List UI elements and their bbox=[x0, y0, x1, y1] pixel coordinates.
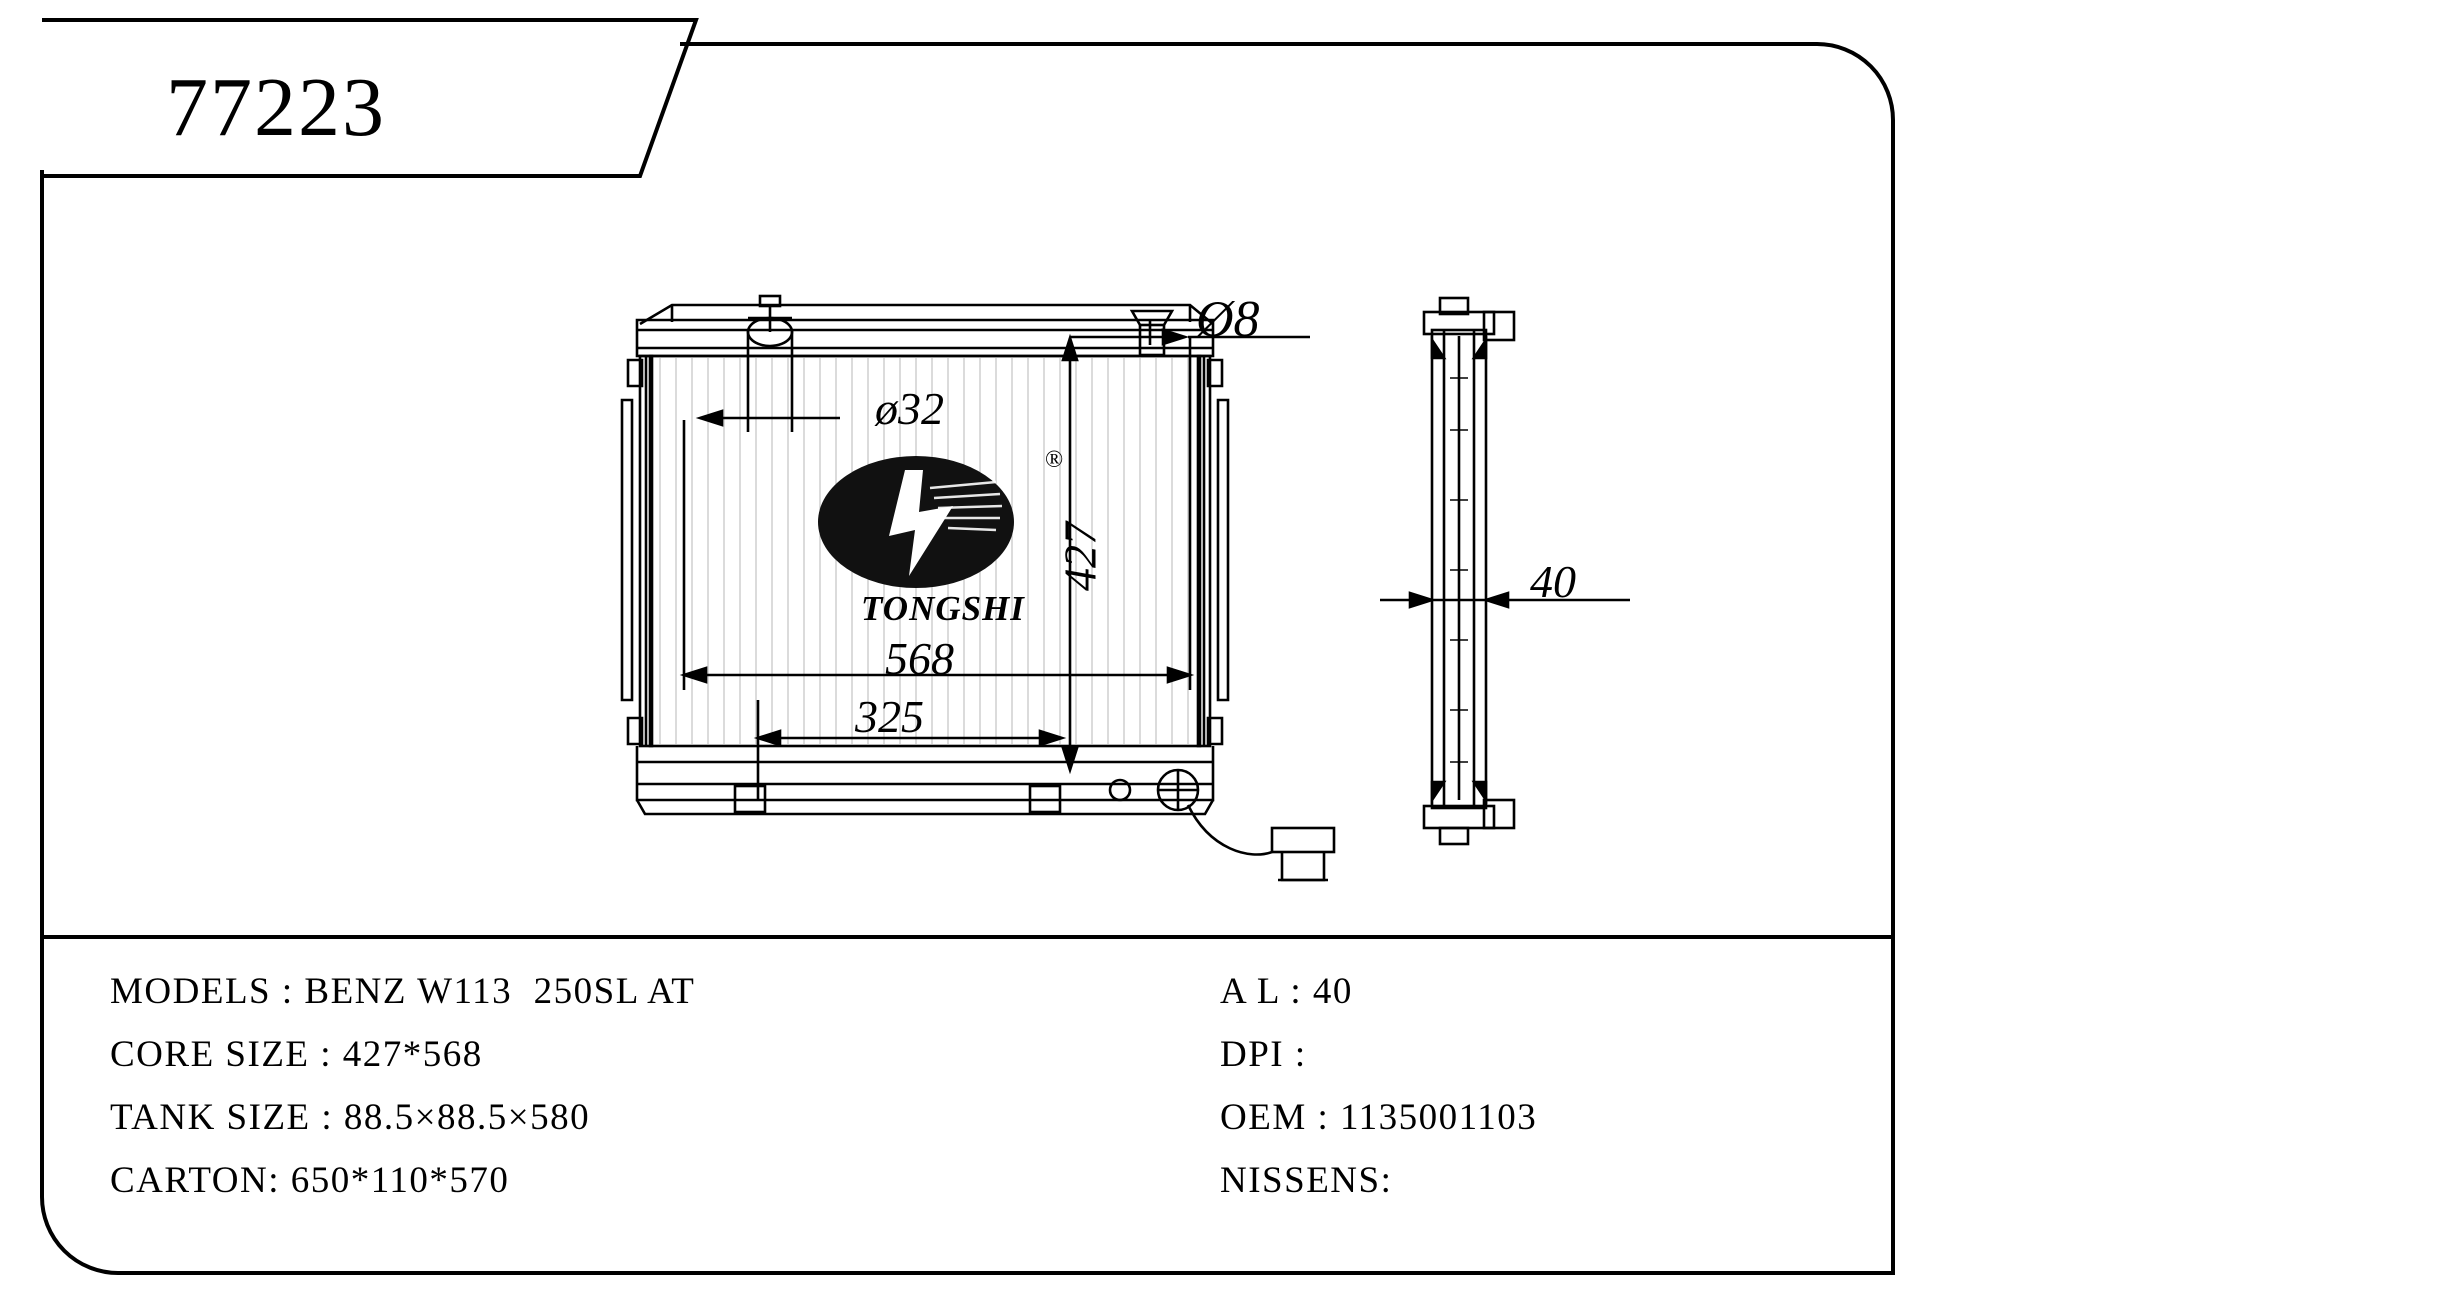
spec-al: A L : 40 bbox=[1220, 971, 1353, 1012]
dim-core-width: 568 bbox=[885, 633, 954, 684]
spec-tank-size: TANK SIZE : 88.5×88.5×580 bbox=[110, 1097, 591, 1138]
registered-mark-icon: ® bbox=[1045, 447, 1064, 473]
spec-nissens: NISSENS: bbox=[1220, 1160, 1393, 1201]
spec-core-size: CORE SIZE : 427*568 bbox=[110, 1034, 483, 1075]
spec-row bbox=[110, 1086, 1870, 1149]
spec-row bbox=[110, 1023, 1870, 1086]
logo-mark bbox=[845, 447, 1064, 587]
dim-thickness: 40 bbox=[1530, 556, 1576, 607]
spec-row bbox=[110, 1149, 1870, 1212]
spec-models: MODELS : BENZ W113 250SL AT bbox=[110, 971, 696, 1012]
spec-row bbox=[110, 960, 1870, 1023]
dim-core-height: 427 bbox=[1054, 522, 1106, 591]
spec-dpi: DPI : bbox=[1220, 1034, 1307, 1075]
dim-outlet-diameter: Ø8 bbox=[1196, 291, 1260, 348]
page-title: 77223 bbox=[166, 60, 386, 154]
dim-inlet-diameter: ø32 bbox=[875, 383, 944, 434]
dim-inlet-offset: 325 bbox=[855, 691, 924, 742]
brand-logo bbox=[818, 447, 1068, 629]
spec-carton: CARTON: 650*110*570 bbox=[110, 1160, 510, 1201]
spec-table bbox=[110, 960, 1870, 1212]
brand-logo-text: TONGSHI bbox=[861, 589, 1025, 628]
spec-oem: OEM : 1135001103 bbox=[1220, 1097, 1538, 1138]
